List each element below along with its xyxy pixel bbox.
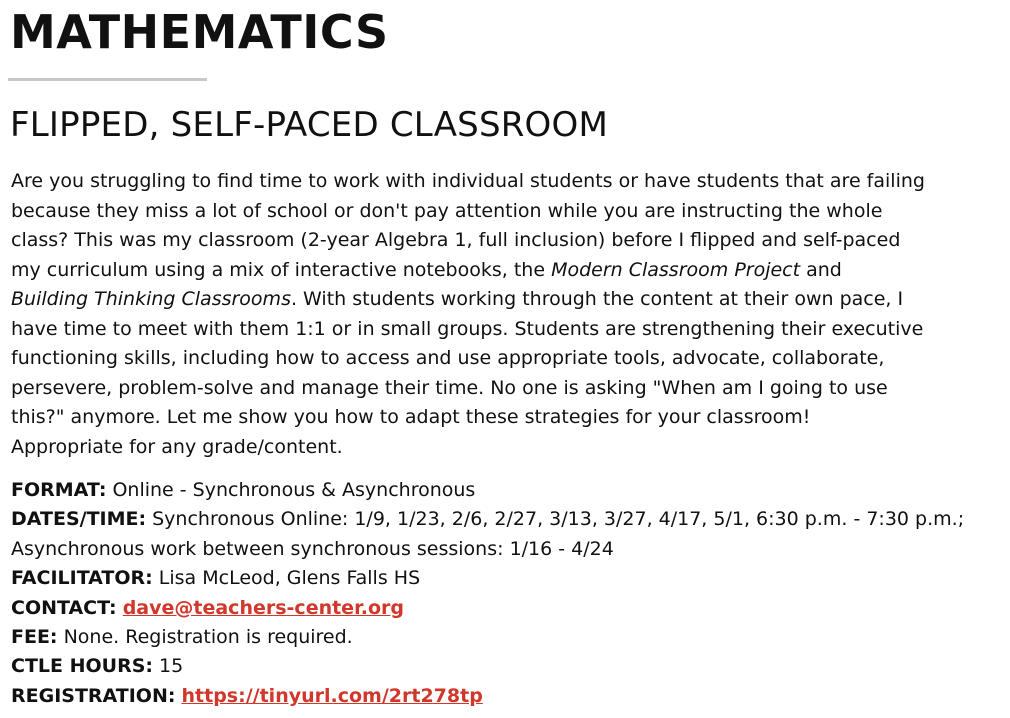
description-line: because they miss a lot of school or don't pay attention while you are instructing the whole [11, 199, 883, 222]
description-text: my curriculum using a mix of interactive notebooks, the [11, 258, 552, 281]
section-title: MATHEMATICS [10, 5, 389, 59]
description-line: this?" anymore. Let me show you how to adapt these strategies for your classroom! [11, 406, 811, 428]
description-text: . With students working through the content at their own pace, I [290, 288, 904, 310]
title-divider [8, 78, 207, 81]
course-title: FLIPPED, SELF-PACED CLASSROOM [10, 105, 609, 145]
contact-label: CONTACT: [11, 596, 117, 619]
dates-row-continued [11, 535, 1006, 564]
ctle-hours-row [11, 652, 1006, 681]
format-label: FORMAT: [11, 479, 107, 501]
registration-row [11, 682, 1006, 711]
facilitator-row [11, 564, 1006, 593]
course-details [11, 476, 1006, 711]
facilitator-label: FACILITATOR: [11, 567, 153, 590]
format-value: Online - Synchronous & Asynchronous [106, 479, 476, 501]
dates-value: Synchronous Online: 1/9, 1/23, 2/6, 2/27, 3/13, 3/27, 4/17, 5/1, 6:30 p.m. - 7:30 p.m.; [146, 508, 965, 531]
description-line [11, 256, 996, 286]
course-description [11, 167, 996, 462]
ctle-hours-label: CTLE HOURS: [11, 655, 153, 678]
program-name-building-thinking: Building Thinking Classrooms [11, 288, 291, 310]
program-name-modern-classroom: Modern Classroom Project [551, 258, 801, 281]
dates-value-async: Asynchronous work between synchronous sessions: 1/16 - 4/24 [11, 537, 614, 560]
fee-value: None. Registration is required. [57, 626, 353, 649]
format-row [11, 476, 1006, 505]
registration-label: REGISTRATION: [11, 684, 176, 707]
description-line: Are you struggling to find time to work with individual students or have students that are failing [11, 170, 925, 192]
fee-row [11, 623, 1006, 652]
registration-link[interactable]: https://tinyurl.com/2rt278tp [181, 684, 483, 707]
dates-row [11, 505, 1006, 534]
description-line: Appropriate for any grade/content. [11, 435, 343, 458]
description-text: and [800, 258, 842, 281]
description-line: persevere, problem-solve and manage their time. No one is asking "When am I going to use [11, 376, 888, 399]
contact-email-link[interactable]: dave@teachers-center.org [122, 596, 404, 619]
description-line: have time to meet with them 1:1 or in small groups. Students are strengthening their executive [11, 317, 924, 340]
facilitator-value: Lisa McLeod, Glens Falls HS [152, 567, 421, 590]
description-line [11, 285, 996, 315]
description-line: functioning skills, including how to access and use appropriate tools, advocate, collaborate, [11, 347, 885, 369]
dates-label: DATES/TIME: [11, 508, 147, 531]
contact-row [11, 594, 1006, 623]
ctle-hours-value: 15 [153, 655, 184, 678]
fee-label: FEE: [11, 626, 58, 649]
description-line: class? This was my classroom (2-year Algebra 1, full inclusion) before I flipped and self-paced [11, 229, 901, 251]
